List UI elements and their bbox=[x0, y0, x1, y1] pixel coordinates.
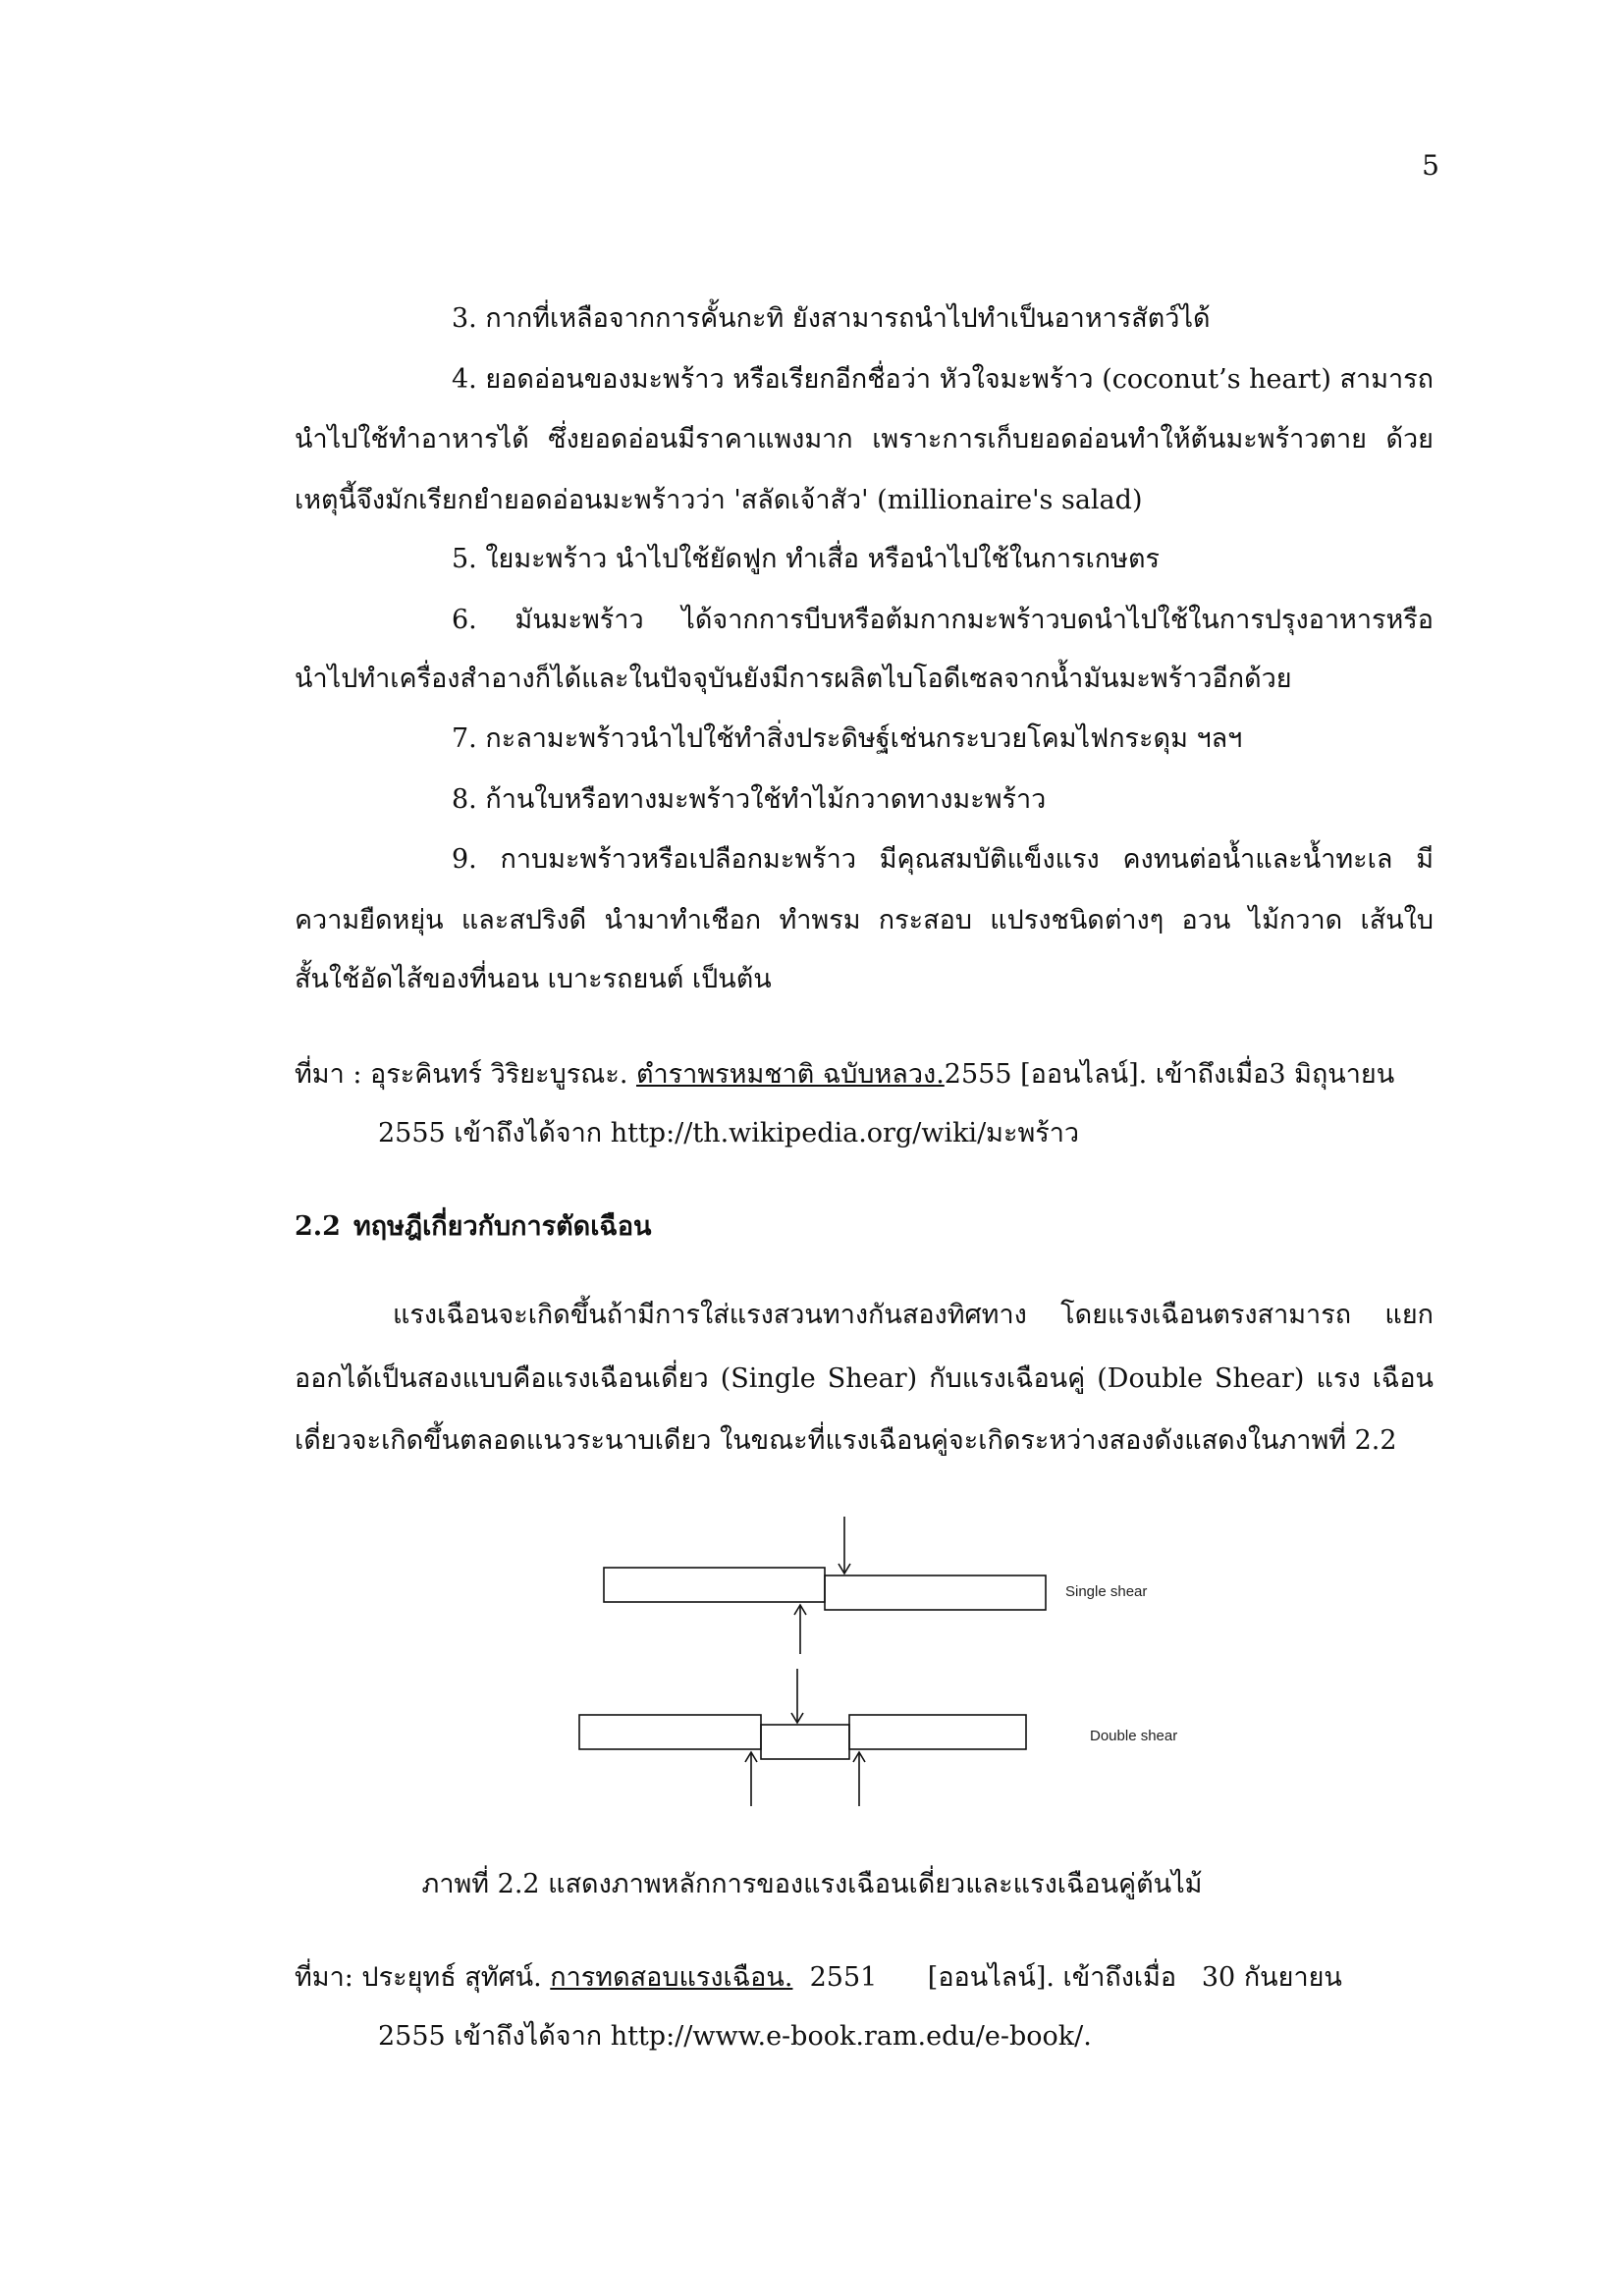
list-item-4-line3: เหตุนี้จึงมักเรียกยำยอดอ่อนมะพร้าวว่า 'สลัดเจ้าสัว' (millionaire's salad) bbox=[295, 485, 1143, 515]
list-item-9-line1: 9. กาบมะพร้าวหรือเปลือกมะพร้าว มีคุณสมบัติแข็งแรง คงทนต่อน้ำและน้ำทะเล มี bbox=[452, 844, 1434, 875]
double-shear-right-bar bbox=[849, 1715, 1026, 1749]
source-reference-2 bbox=[295, 1958, 1434, 1998]
source-suffix: 2555 [ออนไลน์]. เข้าถึงเมื่อ3 มิถุนายน bbox=[944, 1059, 1395, 1090]
page-number: 5 bbox=[1422, 149, 1439, 182]
section-heading bbox=[295, 1207, 1434, 1247]
list-item-7: 7. กะลามะพร้าวนำไปใช้ทำสิ่งประดิษฐ์เช่นกระบวยโคมไฟกระดุม ฯลฯ bbox=[452, 723, 1243, 754]
paragraph-line1: แรงเฉือนจะเกิดขึ้นถ้ามีการใส่แรงสวนทางกันสองทิศทาง โดยแรงเฉือนตรงสามารถ แยก bbox=[393, 1300, 1434, 1330]
source-title: ตำราพรหมชาติ ฉบับหลวง. bbox=[635, 1059, 945, 1090]
single-shear-left-bar bbox=[604, 1568, 825, 1602]
list-item-3: 3. กากที่เหลือจากการคั้นกะทิ ยังสามารถนำไปทำเป็นอาหารสัตว์ได้ bbox=[452, 303, 1211, 334]
double-shear-label: Double shear bbox=[1090, 1728, 1178, 1744]
source-suffix: 2551 [ออนไลน์]. เข้าถึงเมื่อ 30 กันยายน bbox=[792, 1962, 1342, 1993]
source-reference-1-line2: 2555 เข้าถึงได้จาก http://th.wikipedia.org/wiki/มะพร้าว bbox=[378, 1118, 1080, 1148]
section-title: ทฤษฎีเกี่ยวกับการตัดเฉือน bbox=[353, 1211, 652, 1242]
list-item-4-line1: 4. ยอดอ่อนของมะพร้าว หรือเรียกอีกชื่อว่า หัวใจมะพร้าว (coconut’s heart) สามารถ bbox=[452, 364, 1434, 395]
shear-diagram-svg bbox=[569, 1497, 1218, 1831]
single-shear-diagram bbox=[604, 1517, 1147, 1654]
double-shear-diagram bbox=[579, 1669, 1177, 1806]
paragraph-line3: เดี่ยวจะเกิดขึ้นตลอดแนวระนาบเดียว ในขณะที่แรงเฉือนคู่จะเกิดระหว่างสองดังแสดงในภาพที่ 2.2 bbox=[295, 1425, 1397, 1456]
source-reference-2-line2: 2555 เข้าถึงได้จาก http://www.e-book.ram.edu/e-book/. bbox=[378, 2021, 1092, 2052]
single-shear-label: Single shear bbox=[1065, 1583, 1148, 1600]
paragraph-line2: ออกได้เป็นสองแบบคือแรงเฉือนเดี่ยว (Single Shear) กับแรงเฉือนคู่ (Double Shear) แรง เฉือน bbox=[295, 1363, 1434, 1394]
single-shear-right-bar bbox=[825, 1575, 1046, 1610]
source-title: การทดสอบแรงเฉือน. bbox=[550, 1962, 793, 1993]
list-item-5: 5. ใยมะพร้าว นำไปใช้ยัดฟูก ทำเสื่อ หรือนำไปใช้ในการเกษตร bbox=[452, 544, 1160, 574]
source-reference-1 bbox=[295, 1055, 1434, 1095]
list-item-9-line2: ความยืดหยุ่น และสปริงดี นำมาทำเชือก ทำพรม กระสอบ แปรงชนิดต่างๆ อวน ไม้กวาด เส้นใบ bbox=[295, 905, 1434, 935]
source-prefix: ที่มา : อุระคินทร์ วิริยะบูรณะ. bbox=[295, 1059, 636, 1090]
list-item-8: 8. ก้านใบหรือทางมะพร้าวใช้ทำไม้กวาดทางมะพร้าว bbox=[452, 784, 1047, 815]
double-shear-left-bar bbox=[579, 1715, 761, 1749]
list-item-9-line3: สั้นใช้อัดไส้ของที่นอน เบาะรถยนต์ เป็นต้น bbox=[295, 964, 772, 994]
shear-diagram bbox=[569, 1497, 1218, 1831]
source-prefix: ที่มา: ประยุทธ์ สุทัศน์. bbox=[295, 1962, 551, 1993]
list-item-6-line2: นำไปทำเครื่องสำอางก็ได้และในปัจจุบันยังมีการผลิตไบโอดีเซลจากน้ำมันมะพร้าวอีกด้วย bbox=[295, 664, 1292, 694]
double-shear-middle-bar bbox=[761, 1725, 849, 1759]
list-item-6-line1: 6. มันมะพร้าว ได้จากการบีบหรือต้มกากมะพร้าวบดนำไปใช้ในการปรุงอาหารหรือ bbox=[452, 605, 1434, 635]
figure-caption: ภาพที่ 2.2 แสดงภาพหลักการของแรงเฉือนเดี่ยวและแรงเฉือนคู่ต้นไม้ bbox=[421, 1869, 1203, 1899]
list-item-4-line2: นำไปใช้ทำอาหารได้ ซึ่งยอดอ่อนมีราคาแพงมาก เพราะการเก็บยอดอ่อนทำให้ต้นมะพร้าวตาย ด้วย bbox=[295, 424, 1434, 454]
section-number: 2.2 bbox=[295, 1211, 341, 1242]
